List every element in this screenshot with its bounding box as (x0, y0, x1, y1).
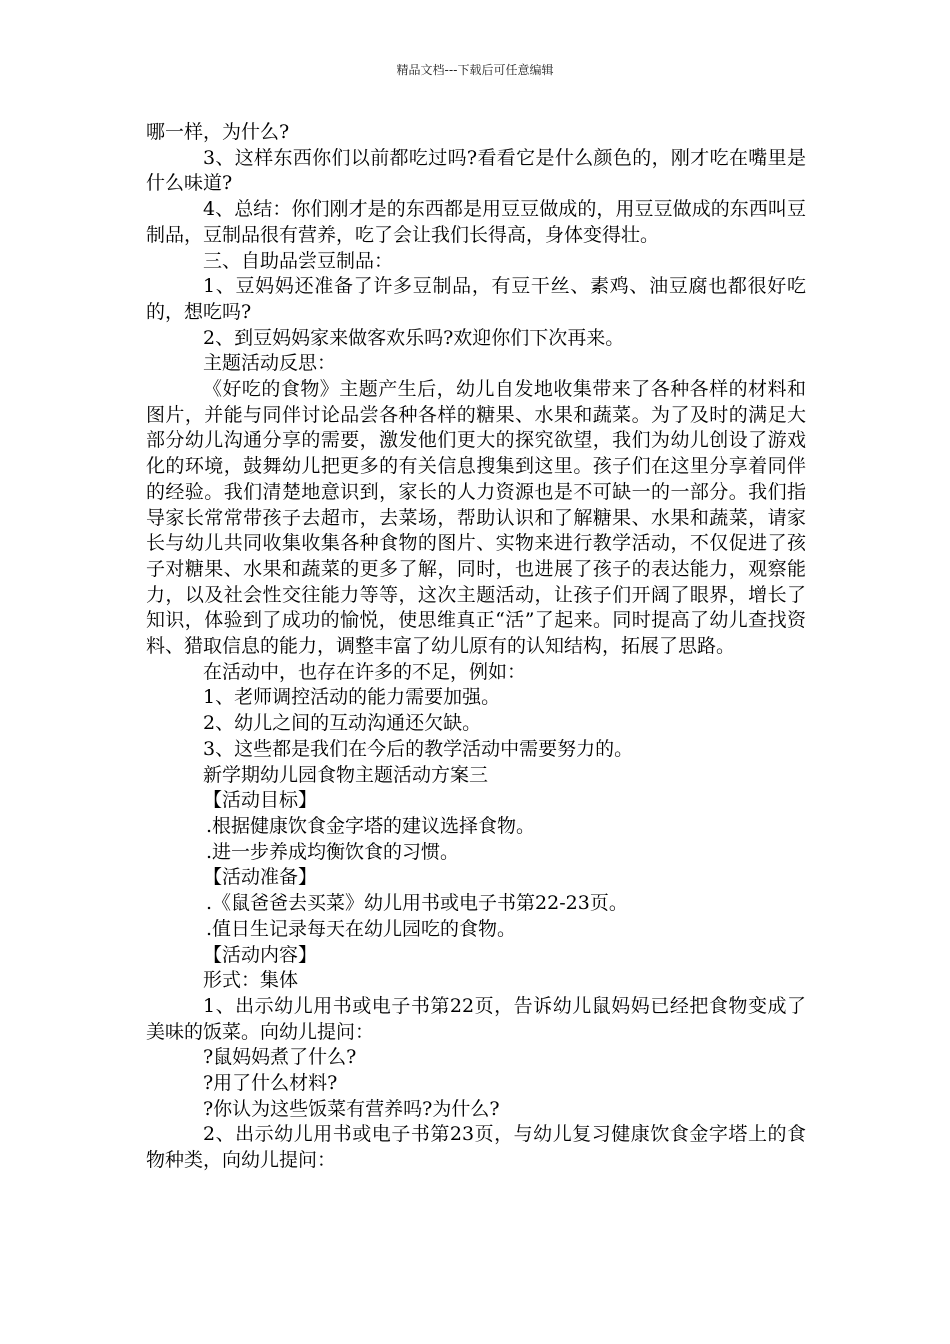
paragraph: 2、到豆妈妈家来做客欢乐吗?欢迎你们下次再来。 (203, 326, 625, 349)
document-body (146, 120, 806, 1174)
list-item: .值日生记录每天在幼儿园吃的食物。 (206, 917, 517, 940)
paragraph: 4、总结：你们刚才是的东西都是用豆豆做成的，用豆豆做成的东西叫豆制品，豆制品很有营养，吃了会让我们长得高，身体变得壮。 (146, 198, 806, 246)
section-heading: 【活动准备】 (203, 866, 318, 889)
paragraph: 3、这样东西你们以前都吃过吗?看看它是什么颜色的，刚才吃在嘴里是什么味道? (146, 146, 806, 195)
section-title: 新学期幼儿园食物主题活动方案三 (203, 763, 489, 786)
section-heading: 【活动内容】 (203, 943, 318, 966)
list-item: ?鼠妈妈煮了什么? (203, 1046, 357, 1069)
list-item: ?用了什么材料? (203, 1072, 338, 1095)
section-heading: 主题活动反思： (203, 352, 337, 375)
paragraph: 1、出示幼儿用书或电子书第22页，告诉幼儿鼠妈妈已经把食物变成了美味的饭菜。向幼儿提问： (146, 994, 806, 1043)
paragraph: 《好吃的食物》主题产生后，幼儿自发地收集带来了各种各样的材料和图片，并能与同伴讨论品尝各种各样的糖果、水果和蔬菜。为了及时的满足大部分幼儿沟通分享的需要，激发他们更大的探究欲望，我们为幼儿创设了游戏化的环境，鼓舞幼儿把更多的有关信息搜集到这里。孩子们在这里分享着同伴的经验。我们清楚地意识到，家长的人力资源也是不可缺一的一部分。我们指导家长常常带孩子去超市，去菜场，帮助认识和了解糖果、水果和蔬菜，请家长与幼儿共同收集收集各种食物的图片、实物来进行教学活动，不仅促进了孩子对糖果、水果和蔬菜的更多了解，同时，也进展了孩子的表达能力，观察能力，以及社会性交往能力等等，这次主题活动，让孩子们开阔了眼界，增长了知识，体验到了成功的愉悦，使思维真正“活”了起来。同时提高了幼儿查找资料、猎取信息的能力，调整丰富了幼儿原有的认知结构，拓展了思路。 (146, 378, 806, 658)
paragraph: 2、出示幼儿用书或电子书第23页，与幼儿复习健康饮食金字塔上的食物种类，向幼儿提问： (146, 1123, 806, 1172)
list-item: .根据健康饮食金字塔的建议选择食物。 (206, 814, 536, 837)
page-header: 精品文档---下载后可任意编辑 (396, 63, 554, 77)
list-item: 2、幼儿之间的互动沟通还欠缺。 (203, 712, 482, 735)
list-item: .进一步养成均衡饮食的习惯。 (206, 840, 460, 863)
list-item: .《鼠爸爸去买菜》幼儿用书或电子书第22-23页。 (206, 892, 628, 915)
list-item: ?你认为这些饭菜有营养吗?为什么? (203, 1097, 500, 1120)
section-heading: 三、自助品尝豆制品： (203, 249, 394, 272)
paragraph: 1、豆妈妈还准备了许多豆制品，有豆干丝、素鸡、油豆腐也都很好吃的，想吃吗? (146, 275, 806, 323)
list-item: 3、这些都是我们在今后的教学活动中需要努力的。 (203, 737, 634, 760)
paragraph: 哪一样，为什么? (146, 121, 290, 143)
paragraph: 形式：集体 (203, 969, 299, 992)
list-item: 1、老师调控活动的能力需要加强。 (203, 686, 501, 709)
paragraph: 在活动中，也存在许多的不足，例如： (203, 660, 527, 683)
section-heading: 【活动目标】 (203, 789, 318, 812)
